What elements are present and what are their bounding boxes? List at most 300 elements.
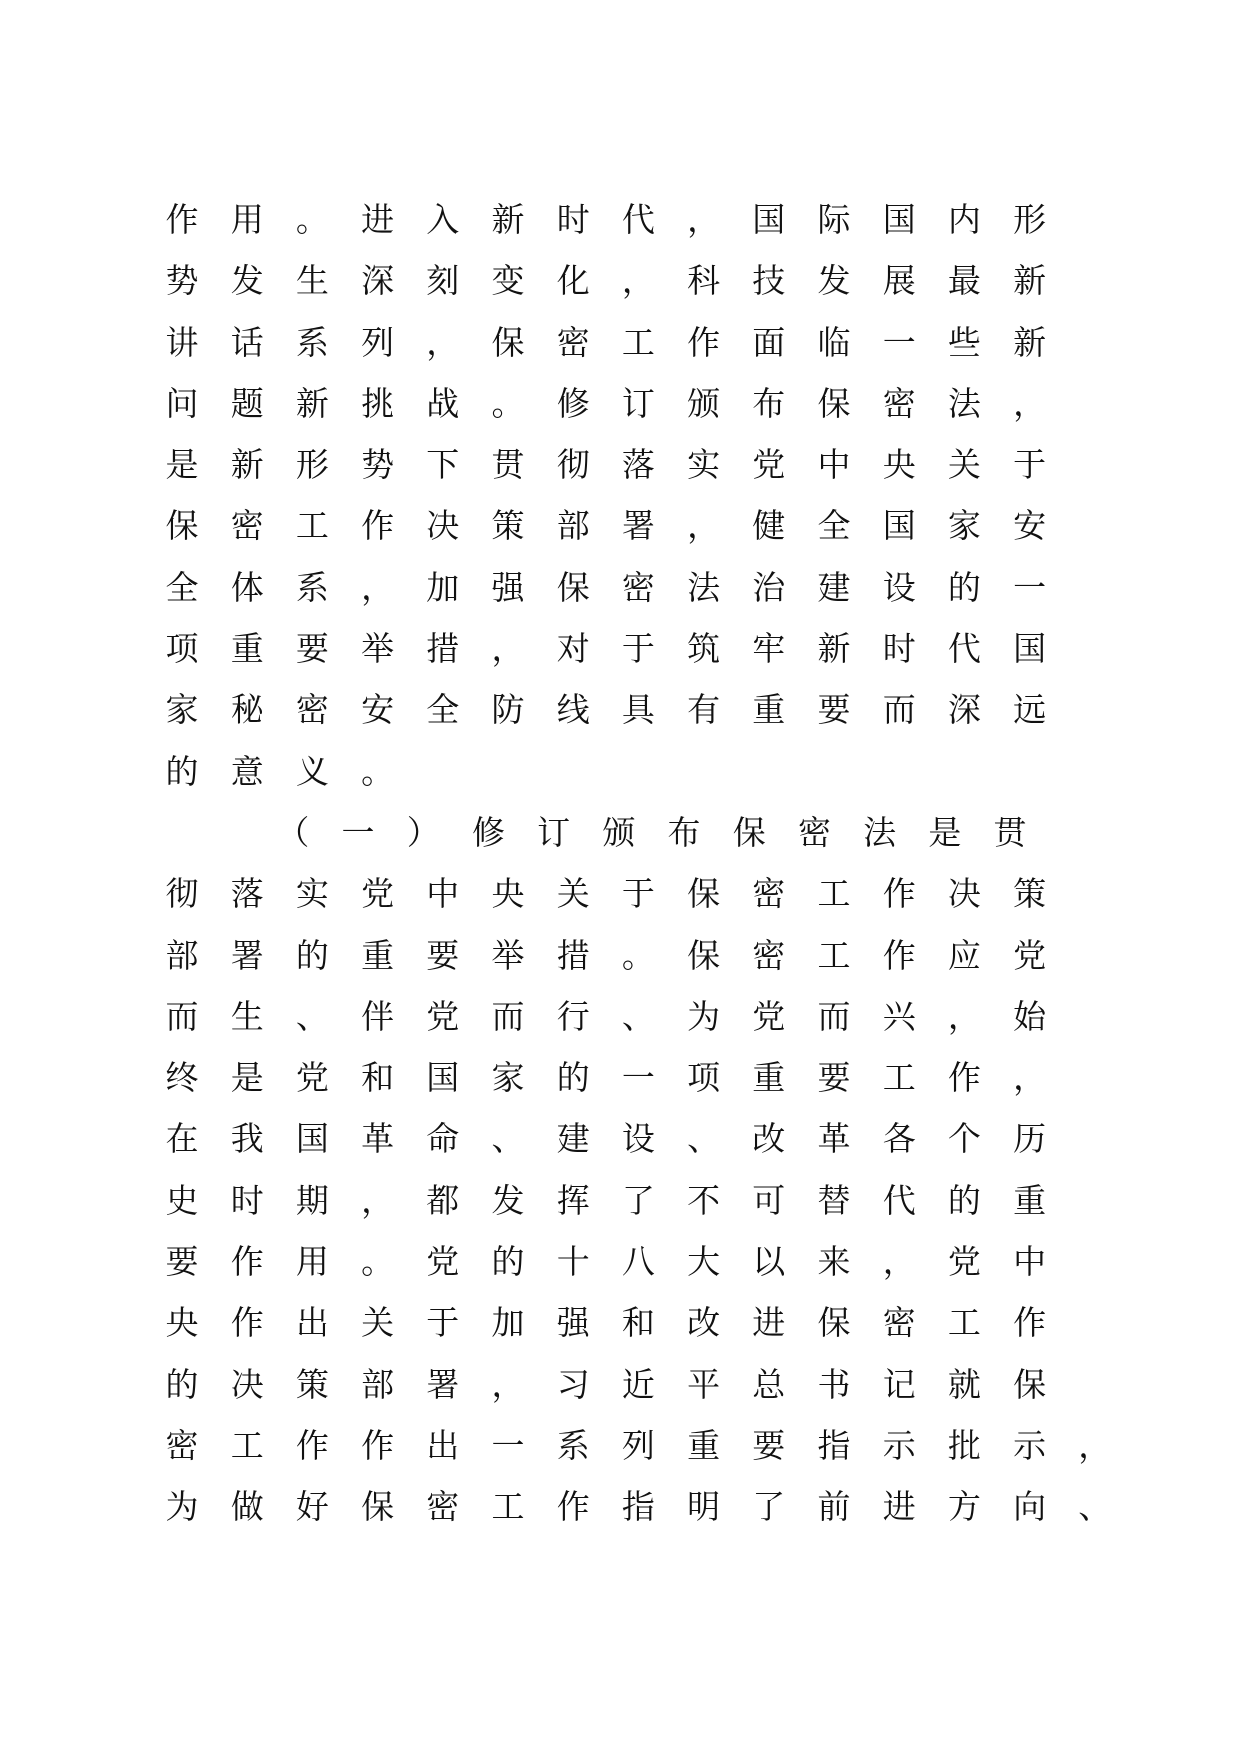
text-char: 党 <box>947 1242 981 1282</box>
text-char: 作 <box>361 506 395 546</box>
text-char: 央 <box>165 1303 199 1343</box>
text-char: 修 <box>471 812 505 852</box>
text-char: 而 <box>165 996 199 1036</box>
text-char: 密 <box>797 812 831 852</box>
text-char: 中 <box>1013 1242 1047 1282</box>
text-char: 。 <box>621 935 655 975</box>
text-char: 密 <box>752 874 786 914</box>
text-char: 党 <box>752 996 786 1036</box>
text-char: 安 <box>1013 506 1047 546</box>
text-char: 终 <box>165 1058 199 1098</box>
text-char: 不 <box>687 1180 721 1220</box>
text-char: 密 <box>752 935 786 975</box>
text-char: 而 <box>817 996 851 1036</box>
text-line <box>0 323 1240 384</box>
text-char: 了 <box>621 1180 655 1220</box>
text-char: 工 <box>230 1425 264 1465</box>
text-char: 好 <box>295 1487 329 1527</box>
text-char: 入 <box>426 200 460 239</box>
text-char: 化 <box>556 261 590 301</box>
text-char: 加 <box>491 1303 525 1343</box>
text-char: 作 <box>556 1487 590 1527</box>
text-char: 、 <box>491 1119 525 1159</box>
text-char: 要 <box>426 935 460 975</box>
text-char: 密 <box>882 383 916 423</box>
text-char: 修 <box>556 383 590 423</box>
text-char: 要 <box>817 1058 851 1098</box>
text-char: 而 <box>882 690 916 730</box>
text-char: 项 <box>165 629 199 669</box>
text-char: 前 <box>817 1487 851 1527</box>
text-char: 发 <box>230 261 264 301</box>
text-char: 下 <box>426 445 460 485</box>
text-char: 作 <box>687 322 721 362</box>
text-char: 作 <box>882 874 916 914</box>
text-char: 而 <box>491 996 525 1036</box>
text-char: 。 <box>491 383 525 423</box>
text-char: 法 <box>947 383 981 423</box>
text-char: 新 <box>491 200 525 239</box>
text-char: 话 <box>230 322 264 362</box>
text-char: 作 <box>295 1425 329 1465</box>
text-char: 示 <box>882 1425 916 1465</box>
text-char: 作 <box>1013 1303 1047 1343</box>
text-char: ， <box>687 200 721 239</box>
text-char: ， <box>491 1364 525 1404</box>
text-char: 替 <box>817 1180 851 1220</box>
text-char: 是 <box>928 812 962 852</box>
text-char: 重 <box>361 935 395 975</box>
text-char: 党 <box>426 1242 460 1282</box>
text-char: 要 <box>752 1425 786 1465</box>
text-char: 颁 <box>687 383 721 423</box>
text-char: 筑 <box>687 629 721 669</box>
text-char: 密 <box>556 322 590 362</box>
text-char: 强 <box>556 1303 590 1343</box>
text-char: 法 <box>687 567 721 607</box>
text-line <box>0 1303 1240 1364</box>
text-char: 保 <box>732 812 766 852</box>
text-char: 生 <box>295 261 329 301</box>
text-char: 实 <box>295 874 329 914</box>
text-char: 保 <box>687 874 721 914</box>
text-char: 部 <box>556 506 590 546</box>
text-char: 的 <box>947 1180 981 1220</box>
text-char: 密 <box>295 690 329 730</box>
text-char: 全 <box>165 567 199 607</box>
text-char: 安 <box>361 690 395 730</box>
text-char: 要 <box>165 1242 199 1282</box>
text-char: 我 <box>230 1119 264 1159</box>
text-char: 习 <box>556 1364 590 1404</box>
text-char: 就 <box>947 1364 981 1404</box>
text-line <box>0 1058 1240 1119</box>
text-char: 一 <box>1013 567 1047 607</box>
text-char: 署 <box>230 935 264 975</box>
text-char: 问 <box>165 383 199 423</box>
text-char: 部 <box>165 935 199 975</box>
text-char: 用 <box>230 200 264 239</box>
text-char: 进 <box>361 200 395 239</box>
text-char: 义 <box>295 751 329 791</box>
text-char: 的 <box>947 567 981 607</box>
text-char: 工 <box>882 1058 916 1098</box>
text-line <box>0 568 1240 629</box>
text-char: 加 <box>426 567 460 607</box>
text-char: 保 <box>556 567 590 607</box>
text-char: 是 <box>230 1058 264 1098</box>
text-char: 历 <box>1013 1119 1047 1159</box>
text-char: 关 <box>361 1303 395 1343</box>
text-char: 各 <box>882 1119 916 1159</box>
text-char: 指 <box>817 1425 851 1465</box>
text-line <box>0 200 1240 261</box>
text-char: 进 <box>882 1487 916 1527</box>
text-line <box>0 1242 1240 1303</box>
text-char: 新 <box>295 383 329 423</box>
text-char: 的 <box>491 1242 525 1282</box>
text-char: 、 <box>687 1119 721 1159</box>
text-char: 措 <box>556 935 590 975</box>
text-char: 党 <box>752 445 786 485</box>
text-char: 建 <box>556 1119 590 1159</box>
text-char: 形 <box>295 445 329 485</box>
text-char: 法 <box>863 812 897 852</box>
text-line <box>0 690 1240 751</box>
text-char: 家 <box>165 690 199 730</box>
text-char: 策 <box>491 506 525 546</box>
text-char: 。 <box>361 751 395 791</box>
text-char: 落 <box>621 445 655 485</box>
text-char: 生 <box>230 996 264 1036</box>
text-char: 发 <box>817 261 851 301</box>
text-line <box>0 384 1240 445</box>
text-char: 保 <box>1013 1364 1047 1404</box>
text-char: 国 <box>882 200 916 239</box>
text-char: 些 <box>947 322 981 362</box>
text-char: 牢 <box>752 629 786 669</box>
text-char: 批 <box>947 1425 981 1465</box>
text-char: 讲 <box>165 322 199 362</box>
text-char: 一 <box>621 1058 655 1098</box>
text-char: 设 <box>621 1119 655 1159</box>
text-char: 平 <box>687 1364 721 1404</box>
text-char: ， <box>1013 383 1047 423</box>
text-char: 代 <box>882 1180 916 1220</box>
text-char: 彻 <box>556 445 590 485</box>
text-char: 于 <box>1013 445 1047 485</box>
text-line <box>0 752 1240 813</box>
text-char: 决 <box>230 1364 264 1404</box>
text-char: 保 <box>491 322 525 362</box>
text-char: ， <box>621 261 655 301</box>
text-char: 中 <box>426 874 460 914</box>
text-char: 贯 <box>993 812 1027 852</box>
text-char: 新 <box>817 629 851 669</box>
text-char: ， <box>687 506 721 546</box>
text-line <box>0 936 1240 997</box>
text-char: 明 <box>687 1487 721 1527</box>
text-char: 战 <box>426 383 460 423</box>
text-char: 方 <box>947 1487 981 1527</box>
text-char: 党 <box>295 1058 329 1098</box>
text-char: ， <box>491 629 525 669</box>
text-char: 可 <box>752 1180 786 1220</box>
text-char: 落 <box>230 874 264 914</box>
text-char: 作 <box>165 200 199 239</box>
text-char: ， <box>947 996 981 1036</box>
text-char: 时 <box>556 200 590 239</box>
text-char: 于 <box>621 874 655 914</box>
text-char: 时 <box>230 1180 264 1220</box>
text-char: 大 <box>687 1242 721 1282</box>
text-char: 科 <box>687 261 721 301</box>
document-body <box>0 200 1240 1549</box>
text-char: 工 <box>817 935 851 975</box>
text-char: 作 <box>230 1303 264 1343</box>
text-char: 秘 <box>230 690 264 730</box>
text-char: 一 <box>491 1425 525 1465</box>
text-char: 署 <box>621 506 655 546</box>
text-char: 建 <box>817 567 851 607</box>
text-char: 出 <box>426 1425 460 1465</box>
text-char: 保 <box>817 1303 851 1343</box>
text-char: 做 <box>230 1487 264 1527</box>
text-char: 记 <box>882 1364 916 1404</box>
text-line <box>0 874 1240 935</box>
text-char: 代 <box>621 200 655 239</box>
text-char: 工 <box>817 874 851 914</box>
text-char: 的 <box>165 1364 199 1404</box>
text-line <box>0 1119 1240 1180</box>
text-line <box>0 629 1240 690</box>
paragraph-heading-line <box>0 813 1240 874</box>
text-char: 贯 <box>491 445 525 485</box>
text-char: 项 <box>687 1058 721 1098</box>
text-char: 革 <box>361 1119 395 1159</box>
text-char: 党 <box>426 996 460 1036</box>
text-char: 重 <box>1013 1180 1047 1220</box>
text-char: 密 <box>165 1425 199 1465</box>
text-char: 的 <box>165 751 199 791</box>
text-char: 新 <box>1013 261 1047 301</box>
text-char: 展 <box>882 261 916 301</box>
text-char: 健 <box>752 506 786 546</box>
text-char: 措 <box>426 629 460 669</box>
text-char: 系 <box>556 1425 590 1465</box>
text-char: 举 <box>361 629 395 669</box>
text-char: （ <box>276 812 310 852</box>
text-char: 密 <box>230 506 264 546</box>
text-char: 新 <box>1013 322 1047 362</box>
text-char: 央 <box>882 445 916 485</box>
text-char: 代 <box>947 629 981 669</box>
text-char: ， <box>361 1180 395 1220</box>
text-char: 。 <box>361 1242 395 1282</box>
text-char: 史 <box>165 1180 199 1220</box>
text-char: 系 <box>295 567 329 607</box>
text-char: 设 <box>882 567 916 607</box>
text-char: 题 <box>230 383 264 423</box>
text-line <box>0 997 1240 1058</box>
text-line <box>0 1365 1240 1426</box>
text-char: 示 <box>1013 1425 1047 1465</box>
text-char: 举 <box>491 935 525 975</box>
text-char: 深 <box>361 261 395 301</box>
text-char: 密 <box>426 1487 460 1527</box>
text-char: 决 <box>947 874 981 914</box>
text-line <box>0 1426 1240 1487</box>
text-char: 和 <box>361 1058 395 1098</box>
text-char: 进 <box>752 1303 786 1343</box>
text-char: 新 <box>230 445 264 485</box>
text-char: 工 <box>947 1303 981 1343</box>
text-char: 挥 <box>556 1180 590 1220</box>
text-char: 决 <box>426 506 460 546</box>
text-char: 应 <box>947 935 981 975</box>
text-char: 治 <box>752 567 786 607</box>
text-char: 家 <box>491 1058 525 1098</box>
text-char: 布 <box>752 383 786 423</box>
text-char: ， <box>1013 1058 1047 1098</box>
text-char: 作 <box>947 1058 981 1098</box>
text-line <box>0 1487 1240 1548</box>
text-char: 于 <box>621 629 655 669</box>
text-char: 和 <box>621 1303 655 1343</box>
text-char: 重 <box>687 1425 721 1465</box>
text-char: 关 <box>947 445 981 485</box>
text-char: 势 <box>361 445 395 485</box>
text-char: 作 <box>882 935 916 975</box>
text-char: 变 <box>491 261 525 301</box>
text-char: 十 <box>556 1242 590 1282</box>
text-char: 工 <box>295 506 329 546</box>
text-char: 重 <box>752 690 786 730</box>
text-char: 个 <box>947 1119 981 1159</box>
text-char: 家 <box>947 506 981 546</box>
text-char: 是 <box>165 445 199 485</box>
text-char: 兴 <box>882 996 916 1036</box>
text-char: 策 <box>295 1364 329 1404</box>
text-char: 工 <box>621 322 655 362</box>
text-char: 在 <box>165 1119 199 1159</box>
text-char: 国 <box>1013 629 1047 669</box>
text-char: 期 <box>295 1180 329 1220</box>
text-char: 临 <box>817 322 851 362</box>
text-char: 、 <box>1078 1487 1112 1527</box>
text-char: 于 <box>426 1303 460 1343</box>
text-char: 远 <box>1013 690 1047 730</box>
text-char: 党 <box>361 874 395 914</box>
text-char: 形 <box>1013 200 1047 239</box>
text-char: 内 <box>947 200 981 239</box>
text-char: 技 <box>752 261 786 301</box>
text-char: 时 <box>882 629 916 669</box>
text-char: 来 <box>817 1242 851 1282</box>
text-char: 革 <box>817 1119 851 1159</box>
text-char: 总 <box>752 1364 786 1404</box>
text-char: 中 <box>817 445 851 485</box>
text-char: 为 <box>165 1487 199 1527</box>
text-char: ， <box>1078 1425 1112 1465</box>
text-char: 伴 <box>361 996 395 1036</box>
text-char: 刻 <box>426 261 460 301</box>
text-char: 一 <box>882 322 916 362</box>
text-char: 最 <box>947 261 981 301</box>
text-char: 关 <box>556 874 590 914</box>
text-char: 八 <box>621 1242 655 1282</box>
text-char: ， <box>426 322 460 362</box>
text-char: 国 <box>426 1058 460 1098</box>
text-char: 用 <box>295 1242 329 1282</box>
text-char: 系 <box>295 322 329 362</box>
text-char: 布 <box>667 812 701 852</box>
text-char: 颁 <box>602 812 636 852</box>
text-char: 国 <box>752 200 786 239</box>
text-char: 重 <box>752 1058 786 1098</box>
text-char: ， <box>882 1242 916 1282</box>
text-char: 工 <box>491 1487 525 1527</box>
text-char: 重 <box>230 629 264 669</box>
text-char: 的 <box>556 1058 590 1098</box>
text-char: 彻 <box>165 874 199 914</box>
text-char: 国 <box>882 506 916 546</box>
text-char: 以 <box>752 1242 786 1282</box>
text-char: 党 <box>1013 935 1047 975</box>
text-char: 向 <box>1013 1487 1047 1527</box>
text-char: 订 <box>621 383 655 423</box>
text-char: 、 <box>621 996 655 1036</box>
text-char: 都 <box>426 1180 460 1220</box>
text-char: 始 <box>1013 996 1047 1036</box>
text-char: 防 <box>491 690 525 730</box>
text-char: 、 <box>295 996 329 1036</box>
text-char: 作 <box>230 1242 264 1282</box>
text-char: 命 <box>426 1119 460 1159</box>
text-char: 发 <box>491 1180 525 1220</box>
text-line <box>0 506 1240 567</box>
text-char: 作 <box>361 1425 395 1465</box>
text-char: 挑 <box>361 383 395 423</box>
text-char: 保 <box>817 383 851 423</box>
text-char: 深 <box>947 690 981 730</box>
text-char: 保 <box>165 506 199 546</box>
text-char: 要 <box>295 629 329 669</box>
text-line <box>0 261 1240 322</box>
text-char: 策 <box>1013 874 1047 914</box>
text-char: 书 <box>817 1364 851 1404</box>
text-char: 强 <box>491 567 525 607</box>
text-char: 具 <box>621 690 655 730</box>
text-char: 意 <box>230 751 264 791</box>
text-char: 为 <box>687 996 721 1036</box>
text-char: 改 <box>687 1303 721 1343</box>
text-char: 要 <box>817 690 851 730</box>
text-char: 全 <box>426 690 460 730</box>
text-line <box>0 445 1240 506</box>
text-char: 保 <box>361 1487 395 1527</box>
text-char: 全 <box>817 506 851 546</box>
text-char: ） <box>406 812 440 852</box>
text-char: 势 <box>165 261 199 301</box>
text-char: 线 <box>556 690 590 730</box>
text-char: 的 <box>295 935 329 975</box>
text-char: 密 <box>621 567 655 607</box>
text-char: 实 <box>687 445 721 485</box>
text-char: 署 <box>426 1364 460 1404</box>
text-char: 改 <box>752 1119 786 1159</box>
text-char: 了 <box>752 1487 786 1527</box>
